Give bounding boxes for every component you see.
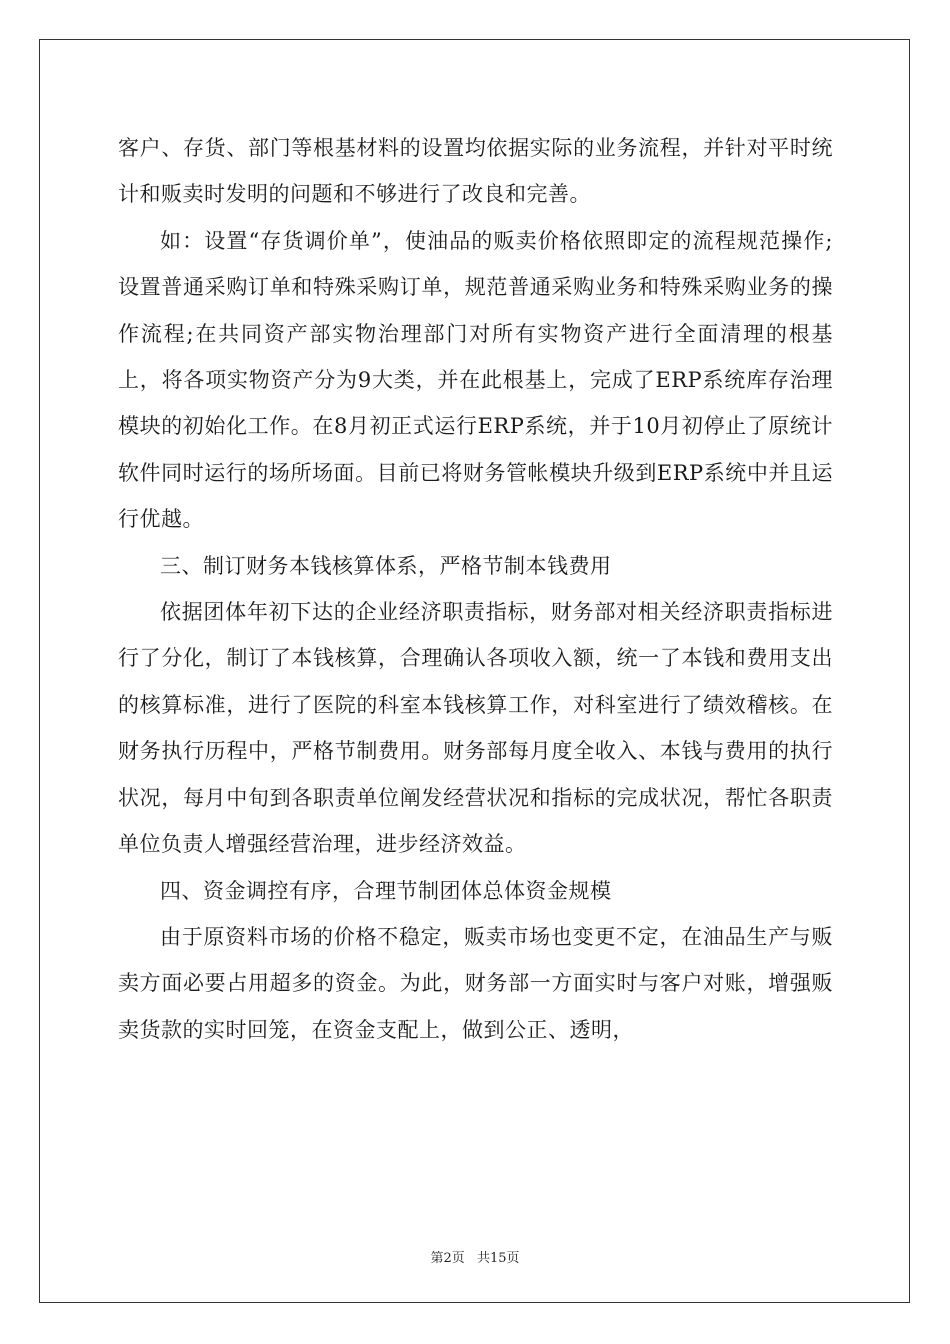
document-body [118, 125, 833, 1053]
section-heading-3: 三、制订财务本钱核算体系，严格节制本钱费用 [160, 553, 612, 578]
paragraph-3: 依据团体年初下达的企业经济职责指标，财务部对相关经济职责指标进行了分化，制订了本钱核算，合理确认各项收入额，统一了本钱和费用支出的核算标准，进行了医院的科室本钱核算工作，对科室进行了绩效稽核。在财务执行历程中，严格节制费用。财务部每月度全收入、本钱与费用的执行状况，每月中旬到各职责单位阐发经营状况和指标的完成状况，帮忙各职责单位负责人增强经营治理，进步经济效益。 [118, 600, 833, 857]
total-pages: 共15页 [476, 1251, 520, 1266]
paragraph-1: 客户、存货、部门等根基材料的设置均依据实际的业务流程，并针对平时统计和贩卖时发明的问题和不够进行了改良和完善。 [118, 136, 833, 207]
section-heading-4: 四、资金调控有序，合理节制团体总体资金规模 [160, 878, 612, 903]
page-footer [0, 1247, 950, 1266]
page-number: 第2页 [430, 1251, 465, 1266]
paragraph-4: 由于原资料市场的价格不稳定，贩卖市场也变更不定，在油品生产与贩卖方面必要占用超多的资金。为此，财务部一方面实时与客户对账，增强贩卖货款的实时回笼，在资金支配上，做到公正、透明， [118, 924, 833, 1042]
paragraph-2: 如：设置“存货调价单”，使油品的贩卖价格依照即定的流程规范操作;设置普通采购订单和特殊采购订单，规范普通采购业务和特殊采购业务的操作流程;在共同资产部实物治理部门对所有实物资产进行全面清理的根基上，将各项实物资产分为9大类，并在此根基上，完成了ERP系统库存治理模块的初始化工作。在8月初正式运行ERP系统，并于10月初停止了原统计软件同时运行的场所场面。目前已将财务管帐模块升级到ERP系统中并且运行优越。 [118, 228, 833, 532]
